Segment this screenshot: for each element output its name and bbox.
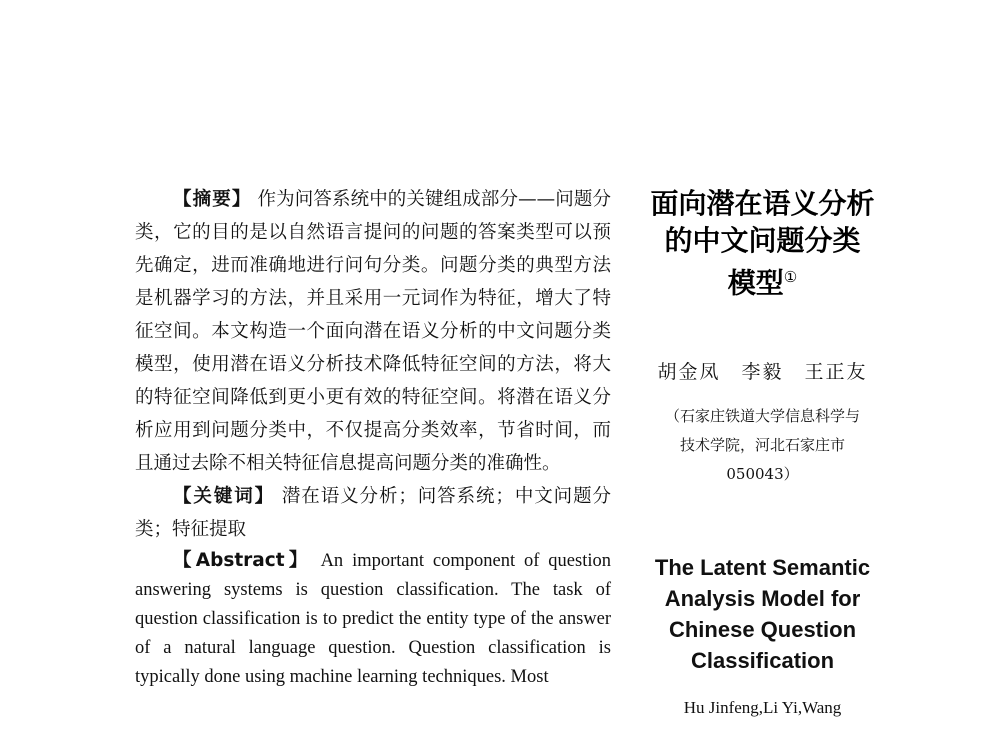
footnote-mark: ① (783, 268, 798, 286)
title-cn (640, 185, 885, 301)
abstract-cn-label: 【摘要】 (173, 189, 252, 210)
abstract-en (135, 546, 611, 692)
affiliation-cn-line3: 050043） (726, 465, 799, 484)
abstract-en-text: An important component of question answering systems is question classification. The task of question classification is to predict the entity type of the answer of a natural language question. Question classification is typically done using machine learning techniques. Most (135, 551, 611, 687)
abstract-cn (135, 183, 611, 480)
title-en (640, 552, 885, 676)
title-cn-line3: 模型 (727, 266, 784, 300)
title-en-line3: Chinese Question (668, 617, 857, 643)
title-en-line1: The Latent Semantic (654, 555, 871, 581)
title-en-line2: Analysis Model for (664, 586, 861, 612)
right-column (640, 185, 885, 718)
abstract-cn-text: 作为问答系统中的关键组成部分——问题分类，它的目的是以自然语言提问的问题的答案类型可以预先确定，进而准确地进行问句分类。问题分类的典型方法是机器学习的方法，并且采用一元词作为特征，增大了特征空间。本文构造一个面向潜在语义分析的中文问题分类模型，使用潜在语义分析技术降低特征空间的方法，将大的特征空间降低到更小更有效的特征空间。将潜在语义分析应用到问题分类中，不仅提高分类效率，节省时间，而且通过去除不相关特征信息提高问题分类的准确性。 (135, 189, 611, 474)
title-en-line4: Classification (690, 648, 835, 674)
title-cn-line2: 的中文问题分类 (664, 224, 861, 257)
title-cn-line1: 面向潜在语义分析 (650, 187, 875, 220)
authors-en: Hu Jinfeng,Li Yi,Wang (683, 698, 842, 718)
left-column (135, 183, 611, 692)
affiliation-cn-line2: 技术学院，河北石家庄市 (679, 436, 845, 455)
affiliation-cn (640, 402, 885, 489)
keywords-cn-text: 潜在语义分析；问答系统；中文问题分类；特征提取 (135, 486, 611, 540)
affiliation-cn-line1: （石家庄铁道大学信息科学与 (664, 407, 860, 426)
authors-cn: 胡金凤 李毅 王正友 (657, 361, 868, 384)
abstract-en-label: 【Abstract】 (173, 550, 312, 571)
keywords-cn (135, 480, 611, 546)
keywords-cn-label: 【关键词】 (173, 486, 276, 507)
